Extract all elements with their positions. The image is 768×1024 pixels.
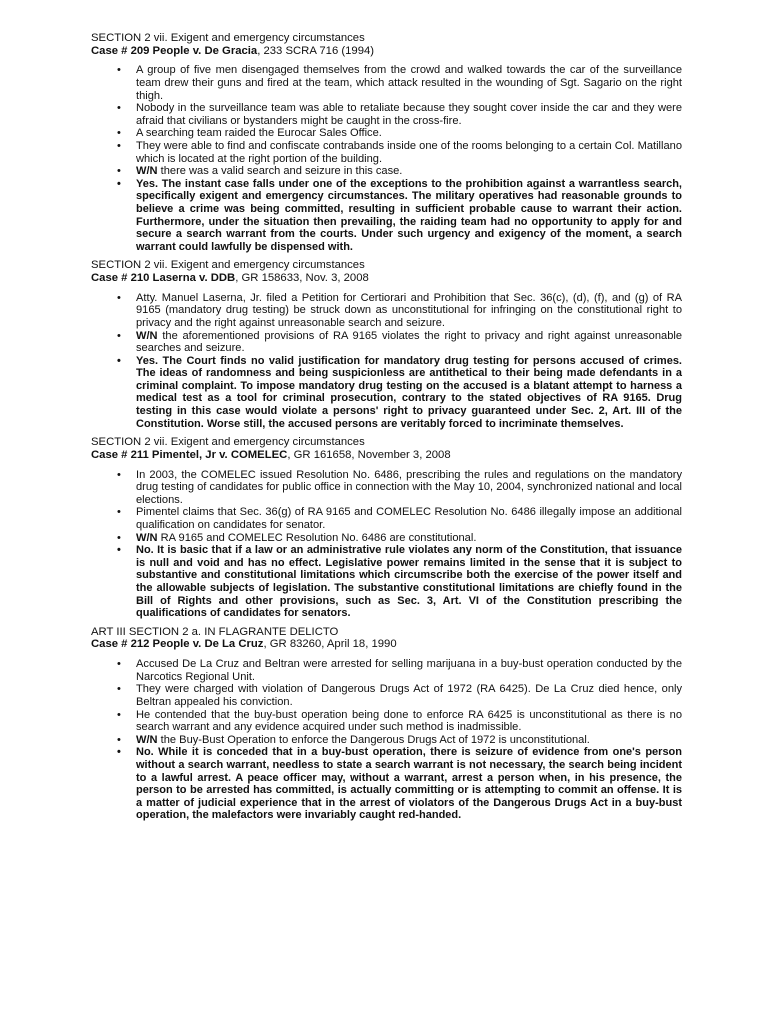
bullet-list xyxy=(91,658,682,822)
bullet-text: Yes. The Court finds no valid justification for mandatory drug testing for persons accused of crimes. The ideas of randomness and being suspicionless are antithetical to their being made defendants in a criminal complaint. To impose mandatory drug testing on the accused is a blatant attempt to harness a medical test as a tool for criminal prosecution, contrary to the stated objectives of RA 9165. Drug testing in this case would violate a persons' right to privacy guaranteed under Sec. 2, Art. III of the Constitution. Worse still, the accused persons are veritably forced to incriminate themselves. xyxy=(136,354,682,430)
case-section xyxy=(91,436,682,620)
fact-item xyxy=(91,469,682,507)
case-label: Case # 209 People v. De Gracia xyxy=(91,44,258,57)
fact-item xyxy=(91,506,682,531)
section-heading: SECTION 2 vii. Exigent and emergency circumstances xyxy=(91,259,365,272)
bullet-list xyxy=(91,469,682,620)
bullet-icon: • xyxy=(117,165,121,178)
bullet-icon: • xyxy=(117,658,121,671)
bullet-text: Accused De La Cruz and Beltran were arrested for selling marijuana in a buy-bust operation conducted by the Narcotics Regional Unit. xyxy=(136,658,682,683)
bullet-icon: • xyxy=(117,177,121,190)
case-title xyxy=(91,638,682,651)
case-label: Case # 210 Laserna v. DDB xyxy=(91,272,236,285)
case-citation: , GR 158633, Nov. 3, 2008 xyxy=(235,272,369,285)
ruling-item xyxy=(91,746,682,822)
bullet-text: He contended that the buy-bust operation being done to enforce RA 6425 is unconstitutional as there is no search warrant and any evidence acquired under such method is inadmissible. xyxy=(136,708,682,734)
bullet-text: Nobody in the surveillance team was able to retaliate because they sought cover inside the car and they were afraid that civilians or bystanders might be caught in the cross-fire. xyxy=(136,102,682,127)
section-heading: ART III SECTION 2 a. IN FLAGRANTE DELICTO xyxy=(91,625,339,638)
ruling-item xyxy=(91,178,682,254)
fact-item xyxy=(91,102,682,127)
issue-label: W/N xyxy=(136,329,158,342)
case-citation: , GR 83260, April 18, 1990 xyxy=(263,638,397,651)
fact-item xyxy=(91,127,682,140)
fact-item xyxy=(91,709,682,734)
bullet-icon: • xyxy=(117,708,121,721)
fact-item xyxy=(91,658,682,683)
bullet-text: A searching team raided the Eurocar Sales Office. xyxy=(136,127,382,140)
fact-item xyxy=(91,683,682,708)
bullet-icon: • xyxy=(117,127,121,140)
bullet-text: No. While it is conceded that in a buy-bust operation, there is seizure of evidence from one's person without a search warrant, needless to state a search warrant is not necessary, the search being incident to a lawful arrest. A peace officer may, without a warrant, arrest a person when, in his presence, the person to be arrested has committed, is actually committing or is attempting to commit an offense. It is a matter of judicial experience that in the arrest of violators of the Dangerous Drugs Act in a buy-bust operation, the malefactors were invariably caught red-handed. xyxy=(136,746,682,822)
case-section xyxy=(91,626,682,822)
bullet-icon: • xyxy=(117,733,121,746)
bullet-icon: • xyxy=(117,506,121,519)
section-heading: SECTION 2 vii. Exigent and emergency circumstances xyxy=(91,436,365,449)
bullet-text: Yes. The instant case falls under one of the exceptions to the prohibition against a warrantless search, specifically exigent and emergency circumstances. The military operatives had reasonable grounds to believe a crime was being committed, resulting in sufficient probable cause to warrant their action. Furthermore, under the situation then prevailing, the raiding team had no opportunity to apply for and secure a search warrant from the courts. Under such urgency and exigency of the moment, a search warrant could lawfully be dispensed with. xyxy=(136,177,682,253)
bullet-text: the Buy-Bust Operation to enforce the Dangerous Drugs Act of 1972 is unconstitutional. xyxy=(157,733,590,746)
bullet-icon: • xyxy=(117,329,121,342)
bullet-icon: • xyxy=(117,531,121,544)
bullet-icon: • xyxy=(117,683,121,696)
bullet-icon: • xyxy=(117,468,121,481)
case-citation: , 233 SCRA 716 (1994) xyxy=(257,44,375,57)
bullet-icon: • xyxy=(117,64,121,77)
bullet-text: They were charged with violation of Dangerous Drugs Act of 1972 (RA 6425). De La Cruz died hence, only Beltran appealed his conviction. xyxy=(136,683,682,708)
bullet-text: the aforementioned provisions of RA 9165 violates the right to privacy and right against unreasonable searches and seizure. xyxy=(136,329,682,355)
bullet-icon: • xyxy=(117,544,121,557)
case-section xyxy=(91,259,682,430)
case-title xyxy=(91,449,682,462)
bullet-icon: • xyxy=(117,354,121,367)
bullet-icon: • xyxy=(117,102,121,115)
bullet-text: Atty. Manuel Laserna, Jr. filed a Petition for Certiorari and Prohibition that Sec. 36(c), (d), (f), and (g) of RA 9165 (mandatory drug testing) be struck down as unconstitutional for infringing on the constitutional right to privacy and the right against unreasonable search and seizure. xyxy=(136,291,682,329)
bullet-text: In 2003, the COMELEC issued Resolution No. 6486, prescribing the rules and regulations on the mandatory drug testing of candidates for public office in connection with the May 10, 2004, synchronized national and local elections. xyxy=(136,468,682,506)
issue-item xyxy=(91,734,682,747)
bullet-list xyxy=(91,64,682,253)
bullet-text: A group of five men disengaged themselves from the crowd and walked towards the car of the surveillance team drew their guns and fired at the team, which attack resulted in the wounding of Sgt. Sagario on the right thigh. xyxy=(136,64,682,102)
section-heading: SECTION 2 vii. Exigent and emergency circumstances xyxy=(91,32,365,44)
issue-item xyxy=(91,532,682,545)
bullet-text: They were able to find and confiscate contrabands inside one of the rooms belonging to a certain Col. Matillano which is located at the right portion of the building. xyxy=(136,139,682,165)
case-section xyxy=(91,32,682,253)
fact-item xyxy=(91,64,682,102)
issue-label: W/N xyxy=(136,733,158,746)
bullet-text: Pimentel claims that Sec. 36(g) of RA 9165 and COMELEC Resolution No. 6486 illegally impose an additional qualification on candidates for senator. xyxy=(136,506,682,532)
issue-label: W/N xyxy=(136,165,158,178)
ruling-item xyxy=(91,355,682,431)
issue-item xyxy=(91,165,682,178)
ruling-item xyxy=(91,544,682,620)
fact-item xyxy=(91,140,682,165)
bullet-text: No. It is basic that if a law or an administrative rule violates any norm of the Constitution, that issuance is null and void and has no effect. Legislative power remains limited in the sense that it is subject to substantive and constitutional limitations which circumscribe both the exercise of the power itself and the allowable subjects of legislation. The substantive constitutional limitations are chiefly found in the Bill of Rights and other provisions, such as Sec. 3, Art. VI of the Constitution prescribing the qualifications of candidates for senators. xyxy=(136,544,682,620)
issue-label: W/N xyxy=(136,531,158,544)
case-label: Case # 212 People v. De La Cruz xyxy=(91,638,264,651)
case-title xyxy=(91,272,682,285)
fact-item xyxy=(91,292,682,330)
bullet-icon: • xyxy=(117,139,121,152)
case-citation: , GR 161658, November 3, 2008 xyxy=(287,448,451,461)
bullet-text: there was a valid search and seizure in this case. xyxy=(157,165,403,178)
bullet-list xyxy=(91,292,682,431)
case-label: Case # 211 Pimentel, Jr v. COMELEC xyxy=(91,448,288,461)
bullet-icon: • xyxy=(117,291,121,304)
issue-item xyxy=(91,330,682,355)
case-title xyxy=(91,45,682,58)
bullet-icon: • xyxy=(117,746,121,759)
bullet-text: RA 9165 and COMELEC Resolution No. 6486 are constitutional. xyxy=(157,531,477,544)
